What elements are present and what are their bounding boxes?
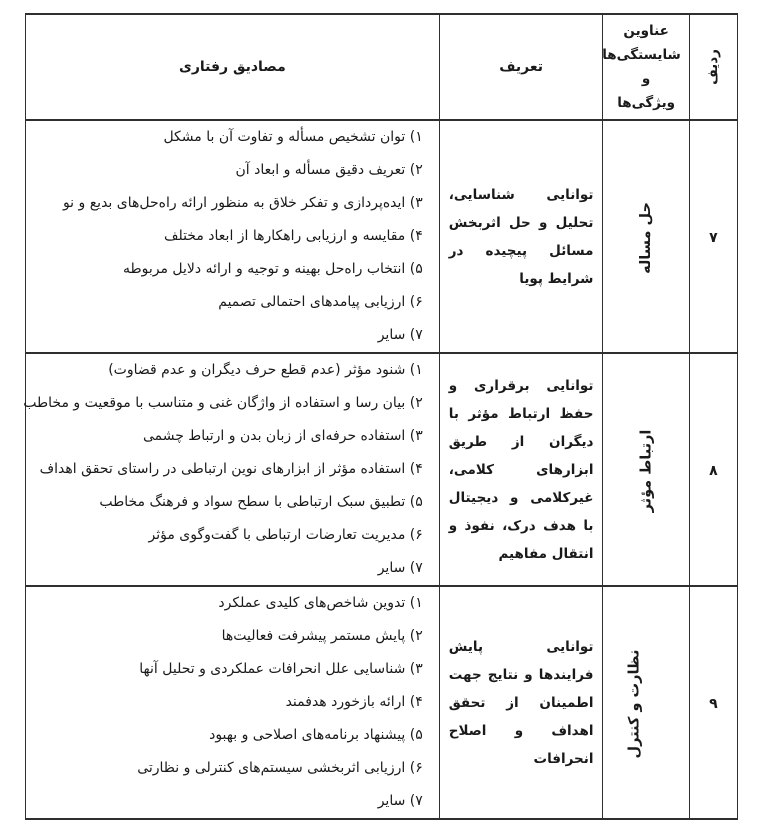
examples-cell <box>23 353 440 586</box>
example-item: ۴) استفاده مؤثر از ابزارهای نوین ارتباطی در راستای تحقق اهداف <box>39 461 423 477</box>
example-item: ۳) ایده‌پردازی و تفکر خلاق به منظور ارائه راه‌حل‌های بدیع و نو <box>62 195 423 211</box>
examples-list <box>23 354 439 585</box>
example-item: ۵) پیشنهاد برنامه‌های اصلاحی و بهبود <box>209 727 423 743</box>
example-item: ۷) سایر <box>377 327 423 343</box>
header-row-number-label: ردیف <box>705 49 722 85</box>
definition-cell <box>439 586 603 819</box>
header-row-number <box>689 14 737 120</box>
definition-text: توانایی برقراری و حفظ ارتباط مؤثر با دیگران از طریق ابزارهای کلامی، غیرکلامی و دیجیتال با هدف درک، نفوذ و انتقال مفاهیم <box>448 377 594 562</box>
header-competency-label: عناوین شایستگی‌ها و ویژگی‌ها <box>602 23 681 111</box>
definition-cell <box>439 120 603 353</box>
row-number-cell <box>689 586 737 819</box>
table-row-8 <box>26 353 738 586</box>
header-examples <box>26 14 440 120</box>
header-examples-label: مصادیق رفتاری <box>179 59 286 75</box>
example-item: ۱) توان تشخیص مسأله و تفاوت آن با مشکل <box>163 129 423 145</box>
example-item: ۶) ارزیابی پیامدهای احتمالی تصمیم <box>218 294 423 310</box>
header-definition-label: تعریف <box>499 59 544 75</box>
competency-title: نظارت و کنترل <box>626 649 643 759</box>
example-item: ۲) بیان رسا و استفاده از واژگان غنی و متناسب با موقعیت و مخاطب <box>23 395 423 411</box>
competency-title-cell <box>603 586 689 819</box>
example-item: ۶) ارزیابی اثربخشی سیستم‌های کنترلی و نظارتی <box>137 760 423 776</box>
example-item: ۱) شنود مؤثر (عدم قطع حرف دیگران و عدم قضاوت) <box>108 362 423 378</box>
row-number-cell <box>689 353 737 586</box>
example-item: ۴) مقایسه و ارزیابی راهکارها از ابعاد مختلف <box>163 228 423 244</box>
definition-text: توانایی پایش فرایندها و نتایج جهت اطمینان از تحقق اهداف و اصلاح انحرافات <box>448 638 594 767</box>
example-item: ۲) پایش مستمر پیشرفت فعالیت‌ها <box>221 628 423 644</box>
row-number: ۹ <box>709 696 718 712</box>
table-header-row <box>26 14 738 120</box>
competency-title-cell <box>603 120 689 353</box>
example-item: ۳) شناسایی علل انحرافات عملکردی و تحلیل آنها <box>139 661 423 677</box>
row-number: ۷ <box>709 230 718 246</box>
row-number: ۸ <box>709 463 718 479</box>
example-item: ۵) انتخاب راه‌حل بهینه و توجیه و ارائه دلایل مربوطه <box>122 261 423 277</box>
competency-title-cell <box>603 353 689 586</box>
table-row-9 <box>26 586 738 819</box>
header-competency <box>603 14 689 120</box>
examples-cell <box>26 586 440 819</box>
example-item: ۴) ارائه بازخورد هدفمند <box>285 694 423 710</box>
examples-list <box>26 587 439 818</box>
definition-cell <box>439 353 603 586</box>
examples-cell <box>26 120 440 353</box>
competency-title: ارتباط مؤثر <box>638 429 655 513</box>
table-row-7 <box>26 120 738 353</box>
competency-title: حل مساله <box>638 202 655 274</box>
example-item: ۷) سایر <box>377 560 423 576</box>
example-item: ۶) مدیریت تعارضات ارتباطی با گفت‌وگوی مؤثر <box>148 527 423 543</box>
example-item: ۱) تدوین شاخص‌های کلیدی عملکرد <box>218 595 423 611</box>
example-item: ۲) تعریف دقیق مسأله و ابعاد آن <box>235 162 423 178</box>
example-item: ۳) استفاده حرفه‌ای از زبان بدن و ارتباط چشمی <box>142 428 423 444</box>
example-item: ۵) تطبیق سبک ارتباطی با سطح سواد و فرهنگ مخاطب <box>99 494 423 510</box>
definition-text: توانایی شناسایی، تحلیل و حل اثربخش مسائل پیچیده در شرایط پویا <box>448 186 594 287</box>
row-number-cell <box>689 120 737 353</box>
competency-table <box>25 13 738 820</box>
header-definition <box>439 14 603 120</box>
examples-list <box>26 121 439 352</box>
example-item: ۷) سایر <box>377 793 423 809</box>
